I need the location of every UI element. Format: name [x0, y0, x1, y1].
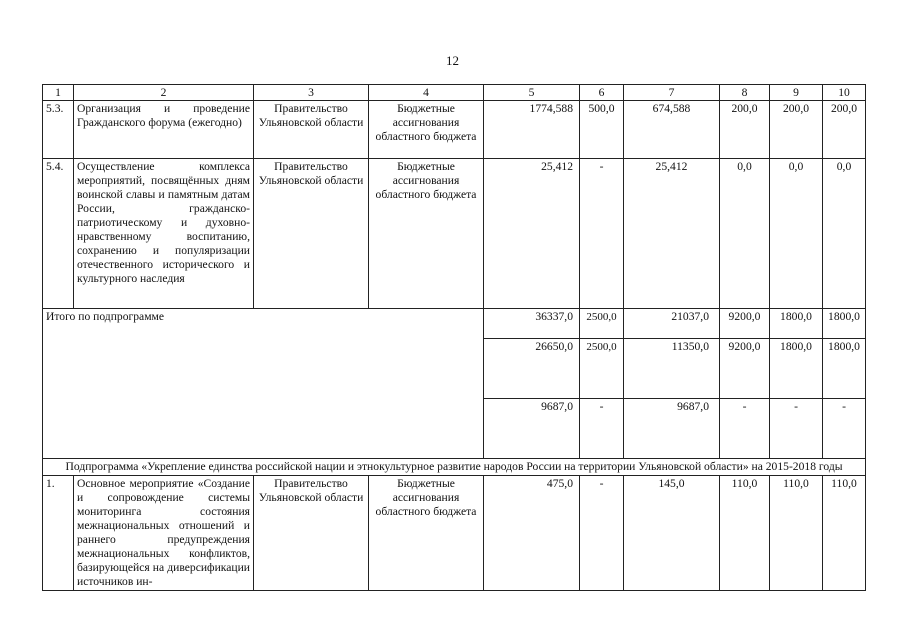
- value-2018: 200,0: [823, 101, 866, 159]
- value-2017: 200,0: [770, 101, 823, 159]
- funding-source: Бюджетные ассигнования областного бюджета: [369, 101, 484, 159]
- value-2015: 145,0: [624, 476, 720, 591]
- header-row: [43, 85, 866, 101]
- total-label: Итого по подпрограмме: [46, 310, 165, 323]
- value-total: 9687,0: [484, 399, 580, 459]
- value-2018: 0,0: [823, 159, 866, 309]
- value-total: 475,0: [484, 476, 580, 591]
- total-row: [43, 309, 866, 339]
- value-2016: 9200,0: [720, 309, 770, 339]
- header-cell: 8: [720, 85, 770, 101]
- value-2014: -: [580, 159, 624, 309]
- funding-source: Бюджетные ассигнования областного бюджета: [369, 159, 484, 309]
- measure-name: Осуществление комплекса мероприятий, посвящённых дням воинской славы и памятным датам России, гражданско-патриотическому и духовно-нравственному воспитанию, сохранению и популяризации отечественного исторического и культурного наследия: [74, 159, 254, 309]
- value-2018: 1800,0: [823, 339, 866, 399]
- budget-table: [42, 84, 866, 591]
- value-2015: 21037,0: [624, 309, 720, 339]
- row-number: 5.4.: [43, 159, 74, 309]
- header-cell: 9: [770, 85, 823, 101]
- executor: Правительство Ульяновской области: [254, 476, 369, 591]
- value-2018: 110,0: [823, 476, 866, 591]
- measure-name: Основное мероприятие «Создание и сопровождение системы мониторинга состояния межнациональных отношений и раннего предупреждения межнациональных конфликтов, базирующейся на диверсификации источников ин-: [74, 476, 254, 591]
- header-cell: 4: [369, 85, 484, 101]
- table-row: [43, 101, 866, 159]
- subprogram-row: [43, 459, 866, 476]
- table-row: [43, 476, 866, 591]
- value-2014: -: [580, 476, 624, 591]
- value-total: 25,412: [484, 159, 580, 309]
- row-number: 1.: [43, 476, 74, 591]
- value-2017: 110,0: [770, 476, 823, 591]
- executor: Правительство Ульяновской области: [254, 101, 369, 159]
- value-2014: 500,0: [580, 101, 624, 159]
- table-row: [43, 159, 866, 309]
- header-cell: 10: [823, 85, 866, 101]
- header-cell: 6: [580, 85, 624, 101]
- value-2014: -: [580, 399, 624, 459]
- header-cell: 3: [254, 85, 369, 101]
- executor: Правительство Ульяновской области: [254, 159, 369, 309]
- value-2016: -: [720, 399, 770, 459]
- value-2016: 0,0: [720, 159, 770, 309]
- value-2015: 25,412: [624, 159, 720, 309]
- value-total: 1774,588: [484, 101, 580, 159]
- value-2016: 200,0: [720, 101, 770, 159]
- funding-source: Бюджетные ассигнования областного бюджета: [369, 476, 484, 591]
- header-cell: 5: [484, 85, 580, 101]
- value-2016: 9200,0: [720, 339, 770, 399]
- value-2015: 9687,0: [624, 399, 720, 459]
- subprogram-title: Подпрограмма «Укрепление единства российской нации и этнокультурное развитие народов России на территории Ульяновской области» на 2015-2018 годы: [43, 459, 866, 476]
- value-total: 36337,0: [484, 309, 580, 339]
- value-2016: 110,0: [720, 476, 770, 591]
- header-cell: 7: [624, 85, 720, 101]
- value-2015: 11350,0: [624, 339, 720, 399]
- page-number: 12: [446, 53, 459, 68]
- value-2018: 1800,0: [823, 309, 866, 339]
- value-2015: 674,588: [624, 101, 720, 159]
- total-block: [43, 309, 484, 459]
- value-2014: 2500,0: [580, 309, 624, 339]
- value-2017: 1800,0: [770, 339, 823, 399]
- header-cell: 2: [74, 85, 254, 101]
- header-cell: 1: [43, 85, 74, 101]
- row-number: 5.3.: [43, 101, 74, 159]
- value-2017: 1800,0: [770, 309, 823, 339]
- value-2017: 0,0: [770, 159, 823, 309]
- value-2014: 2500,0: [580, 339, 624, 399]
- value-2017: -: [770, 399, 823, 459]
- value-2018: -: [823, 399, 866, 459]
- measure-name: Организация и проведение Гражданского форума (ежегодно): [74, 101, 254, 159]
- value-total: 26650,0: [484, 339, 580, 399]
